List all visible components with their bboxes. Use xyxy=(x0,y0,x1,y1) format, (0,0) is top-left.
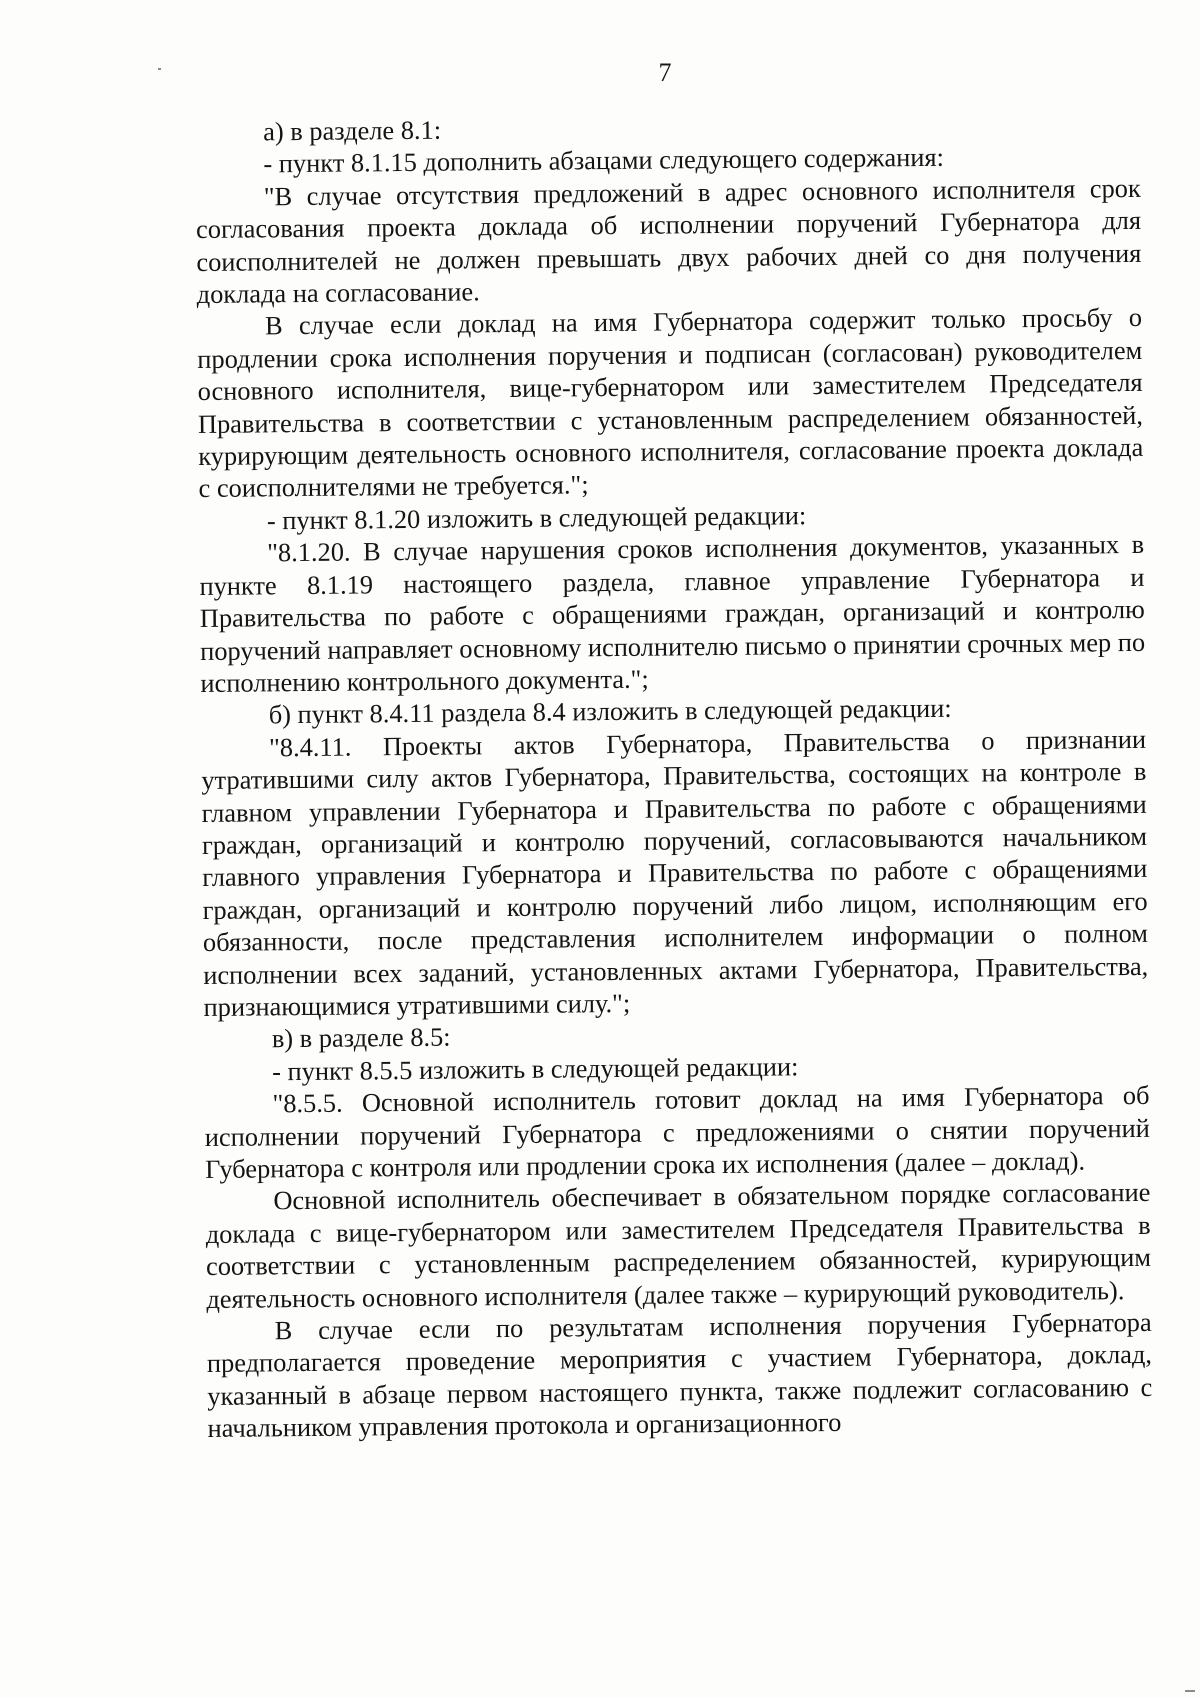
paragraph-point-8-1-15: - пункт 8.1.15 дополнить абзацами следующего содержания: xyxy=(263,142,945,179)
paragraph-quote-8-5-5-c: В случае если по результатам исполнения поручения Губернатора предполагается проведение мероприятия с участием Губернатора, доклад, указанный в абзаце первом настоящего пункта, также подлежит согласованию с начальником управления протокола и организационного xyxy=(206,1306,1153,1444)
paragraph-quote-8-1-15-a: "В случае отсутствия предложений в адрес основного исполнителя срок согласования проекта доклада об исполнении поручений Губернатора для соисполнителей не должен превышать двух рабочих дней со дня получения доклада на согласование. xyxy=(195,172,1142,310)
paragraph-quote-8-1-15-b: В случае если доклад на имя Губернатора содержит только просьбу о продлении срока исполнения поручения и подписан (согласован) руководителем основного исполнителя, вице-губернатором или заместителем Председателя Правительства в соответствии с установленным распределением обязанностей, курирующим деятельность основного исполнителя, согласование проекта доклада с соисполнителями не требуется."; xyxy=(197,302,1144,504)
paragraph-item-b: б) пункт 8.4.11 раздела 8.4 изложить в следующей редакции: xyxy=(268,693,952,730)
page-number: 7 xyxy=(658,58,672,87)
paragraph-point-8-1-20: - пункт 8.1.20 изложить в следующей редакции: xyxy=(266,500,807,536)
paragraph-quote-8-5-5-a: "8.5.5. Основной исполнитель готовит доклад на имя Губернатора об исполнении поручений Губернатора с предложениями о снятии поручений Губернатора с контроля или продлении срока их исполнения (далее – доклад). xyxy=(204,1080,1150,1184)
document-body xyxy=(195,107,1153,1445)
paragraph-quote-8-5-5-b: Основной исполнитель обеспечивает в обязательном порядке согласование доклада с вице-губернатором или заместителем Председателя Правительства в соответствии с установленным распределением обязанностей, курирующим деятельность основного исполнителя (далее также – курирующий руководитель). xyxy=(205,1177,1152,1314)
paragraph-point-8-5-5: - пункт 8.5.5 изложить в следующей редакции: xyxy=(272,1051,799,1087)
paragraph-quote-8-4-11: "8.4.11. Проекты актов Губернатора, Правительства о признании утратившими силу актов Губернатора, Правительства, состоящих на контроле в главном управлении Губернатора и Правительства по работе с обращениями граждан, организаций и контролю поручений, согласовываются начальником главного управления Губернатора и Правительства по работе с обращениями граждан, организаций и контролю поручений либо лицом, исполняющим его обязанности, после представления исполнителем информации о полном исполнении всех заданий, установленных актами Губернатора, Правительства, признающимися утратившими силу."; xyxy=(201,723,1149,1022)
paragraph-quote-8-1-20: "8.1.20. В случае нарушения сроков исполнения документов, указанных в пункте 8.1.19 настоящего раздела, главное управление Губернатора и Правительства по работе с обращениями граждан, организаций и контролю поручений направляет основному исполнителю письмо о принятии срочных мер по исполнению контрольного документа."; xyxy=(199,529,1146,698)
scan-speck xyxy=(1185,1690,1195,1692)
paragraph-item-v: в) в разделе 8.5: xyxy=(271,1021,451,1054)
paragraph-item-a: а) в разделе 8.1: xyxy=(263,114,442,147)
